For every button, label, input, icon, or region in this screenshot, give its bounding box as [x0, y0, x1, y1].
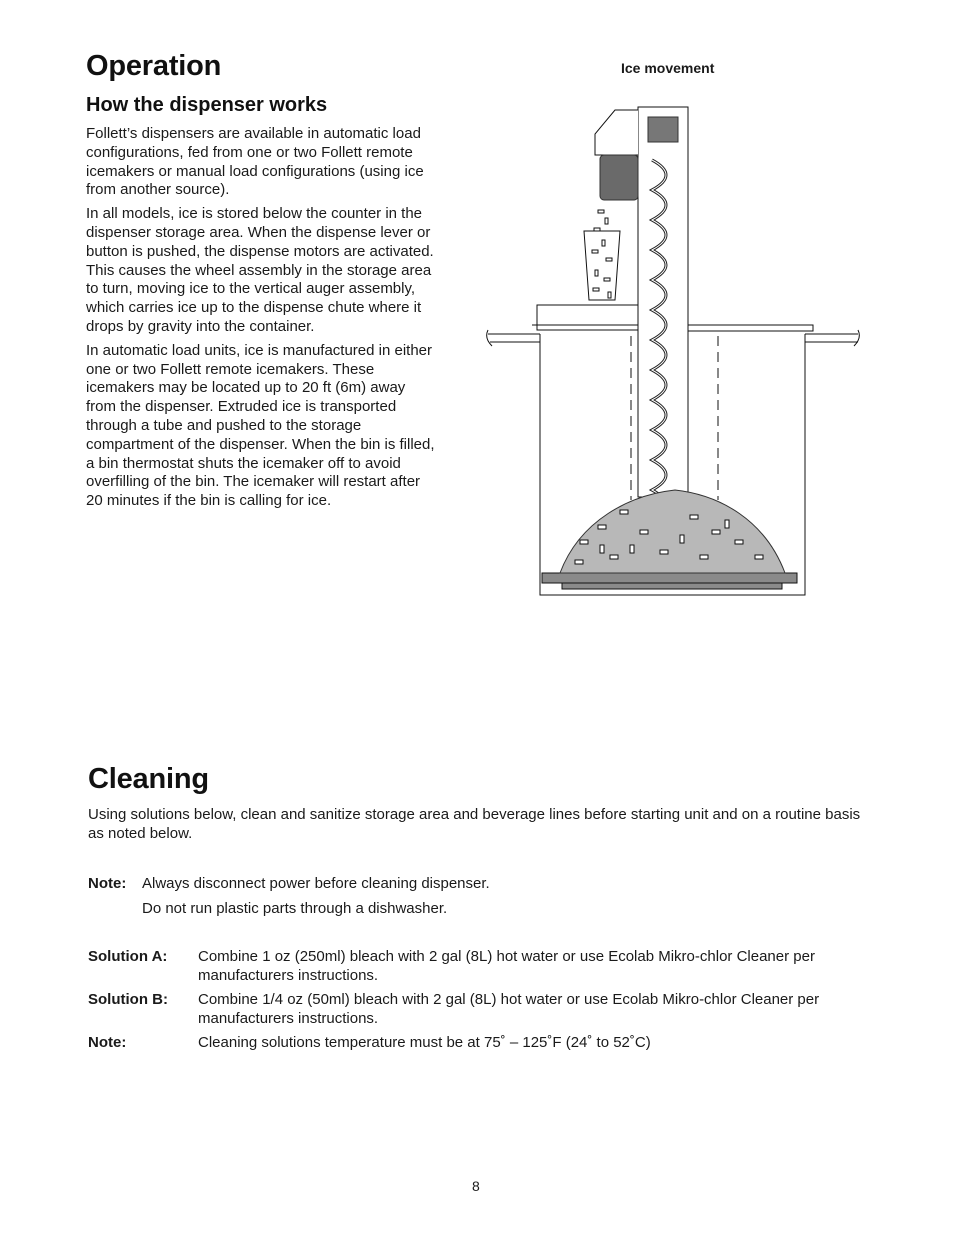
- note-block: [88, 875, 490, 918]
- note-line: Always disconnect power before cleaning dispenser.: [142, 875, 490, 892]
- solution-row: [88, 1034, 838, 1053]
- solution-text: Combine 1 oz (250ml) bleach with 2 gal (8L) hot water or use Ecolab Mikro-chlor Cleaner per manufacturers instructions.: [198, 948, 815, 984]
- note-label: Note:: [88, 875, 127, 892]
- note-line: Do not run plastic parts through a dishwasher.: [142, 899, 448, 917]
- page-number: 8: [472, 1178, 480, 1194]
- cleaning-title: Cleaning: [88, 763, 209, 795]
- solutions-list: [88, 948, 838, 1053]
- operation-paragraph: In automatic load units, ice is manufactured in either one or two Follett remote icemakers. These icemakers may be located up to 20 ft (6m) away from the dispenser. Extruded ice is transported through a tube and pushed to the storage compartment of the dispenser. When the bin is filled, a bin thermostat shuts the icemaker off to avoid overfilling of the bin. The icemaker will restart after 20 minutes if the bin is calling for ice.: [86, 341, 435, 510]
- operation-paragraph: Follett’s dispensers are available in automatic load configurations, fed from one or two Follett remote icemakers or manual load configurations (using ice from another source).: [86, 125, 424, 199]
- cleaning-intro: Using solutions below, clean and sanitize storage area and beverage lines before starting unit and on a routine basis as noted below.: [88, 806, 861, 842]
- solution-label: Solution B:: [88, 991, 168, 1008]
- figure-caption: Ice movement: [621, 60, 715, 76]
- ice-movement-diagram: [480, 100, 870, 600]
- solution-row: [88, 948, 838, 985]
- solution-text: Combine 1/4 oz (50ml) bleach with 2 gal (8L) hot water or use Ecolab Mikro-chlor Cleaner per manufacturers instructions.: [198, 991, 820, 1027]
- operation-title: Operation: [86, 50, 222, 82]
- solution-text: Cleaning solutions temperature must be at 75˚ – 125˚F (24˚ to 52˚C): [198, 1034, 651, 1051]
- operation-body: [86, 125, 436, 511]
- operation-paragraph: In all models, ice is stored below the counter in the dispenser storage area. When the dispense lever or button is pushed, the dispense motors are activated. This causes the wheel assembly in the storage area to turn, moving ice to the vertical auger assembly, which carries ice up to the dispense chute where it drops by gravity into the container.: [86, 205, 434, 335]
- solution-label: Note:: [88, 1034, 127, 1051]
- solution-row: [88, 991, 838, 1028]
- solution-label: Solution A:: [88, 948, 168, 965]
- how-dispenser-works-heading: How the dispenser works: [86, 94, 328, 116]
